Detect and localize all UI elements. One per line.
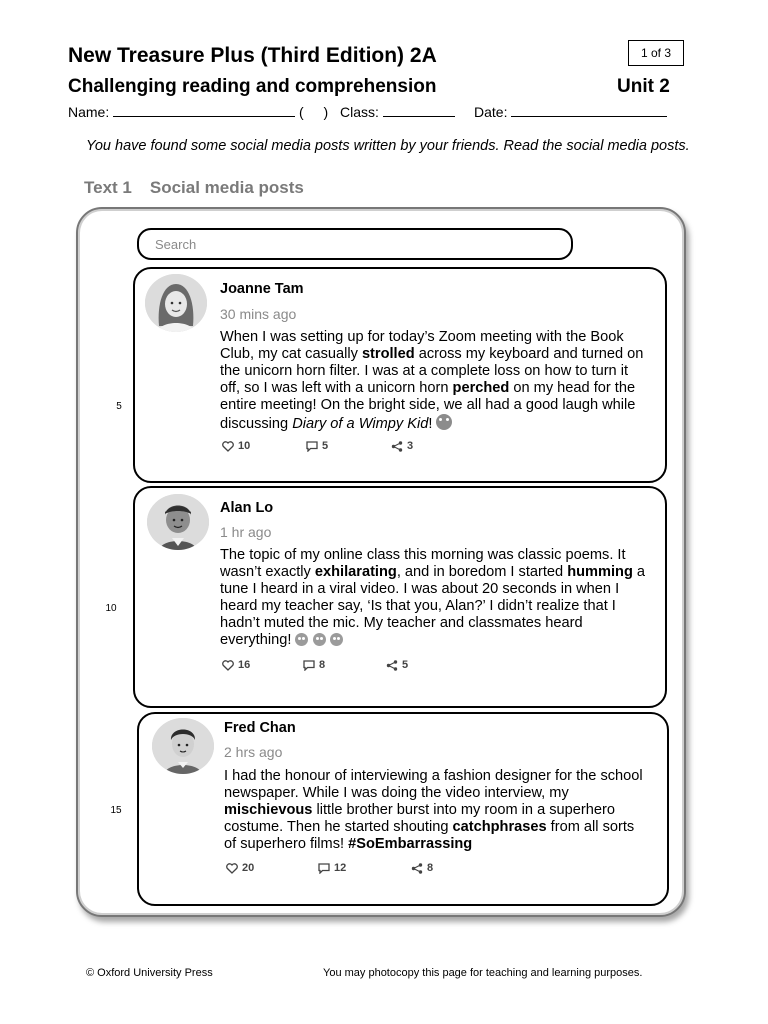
heart-icon — [222, 660, 234, 671]
vocab-word: humming — [567, 564, 633, 580]
shocked-emoji-icon — [330, 633, 343, 646]
share-icon — [391, 441, 403, 452]
shocked-emoji-icon — [313, 633, 326, 646]
avatar — [152, 718, 214, 774]
line-number-5: 5 — [116, 401, 122, 412]
post-timestamp: 30 mins ago — [220, 306, 297, 322]
vocab-word: perched — [452, 380, 510, 396]
comment-count: 12 — [334, 862, 347, 874]
comment-icon — [306, 441, 318, 452]
share-count: 3 — [407, 440, 414, 452]
like-count: 10 — [238, 440, 251, 452]
vocab-word: catchphrases — [452, 819, 547, 835]
unit-label: Unit 2 — [617, 76, 670, 97]
post-text-segment: a tune I heard in a viral video. I was about 20 seconds in when I heard my teacher say, ‘Is that you, Alan?’ I didn’t realize that I hadn’t muted the mic. My teacher and classmates heard everything! — [220, 564, 646, 648]
comment-icon — [318, 863, 330, 874]
book-title: Diary of a Wimpy Kid — [292, 416, 429, 432]
like-count: 16 — [238, 659, 251, 671]
post-author[interactable]: Fred Chan — [224, 720, 296, 736]
share-icon — [411, 863, 423, 874]
name-field — [68, 104, 328, 120]
date-field — [474, 104, 667, 120]
vocab-word: mischievous — [224, 802, 313, 818]
text-number: Text 1 — [84, 178, 132, 197]
heart-icon — [222, 441, 234, 452]
comment-icon — [303, 660, 315, 671]
share-icon — [386, 660, 398, 671]
post-text-segment: across my keyboard and turned on the unicorn horn filter. I was at a complete loss on how to turn it off, so I was left with a unicorn horn — [220, 346, 644, 396]
share-count: 8 — [427, 862, 434, 874]
comment-button[interactable] — [306, 440, 328, 452]
line-number-10: 10 — [105, 603, 117, 614]
date-blank[interactable] — [511, 104, 667, 117]
like-button[interactable] — [222, 659, 250, 671]
class-label: Class: — [340, 104, 379, 120]
worksheet-subtitle: Challenging reading and comprehension — [68, 76, 437, 97]
post-text — [220, 547, 648, 649]
post-timestamp: 2 hrs ago — [224, 744, 283, 760]
search-placeholder: Search — [155, 237, 197, 252]
grinning-emoji-icon — [436, 414, 452, 430]
share-button[interactable] — [386, 659, 408, 671]
comment-button[interactable] — [318, 862, 346, 874]
instructions: You have found some social media posts written by your friends. Read the social media posts. — [86, 138, 690, 154]
post-text-segment: on my head for the entire meeting! On the bright side, we all had a good laugh while discussing — [220, 380, 636, 432]
share-count: 5 — [402, 659, 409, 671]
comment-count: 5 — [322, 440, 329, 452]
post-text-segment: The topic of my online class this morning was classic poems. It wasn’t exactly — [220, 547, 626, 580]
footer-note: You may photocopy this page for teaching and learning purposes. — [323, 967, 643, 979]
post-text-segment: ! — [428, 416, 437, 432]
comment-button[interactable] — [303, 659, 325, 671]
post-text — [224, 768, 648, 853]
footer-copyright: © Oxford University Press — [86, 967, 213, 979]
heart-icon — [226, 863, 238, 874]
like-count: 20 — [242, 862, 255, 874]
line-number-15: 15 — [110, 805, 122, 816]
post-text-segment: from all sorts of superhero films! — [224, 819, 635, 852]
like-button[interactable] — [222, 440, 250, 452]
text-title: Social media posts — [149, 178, 304, 197]
search-input[interactable] — [137, 228, 573, 260]
like-button[interactable] — [226, 862, 254, 874]
post-text-segment: , and in boredom I started — [396, 564, 568, 580]
post-timestamp: 1 hr ago — [220, 524, 272, 540]
class-blank[interactable] — [383, 104, 455, 117]
hashtag[interactable]: #SoEmbarrassing — [348, 836, 473, 852]
post-author[interactable]: Alan Lo — [220, 500, 274, 516]
avatar — [145, 274, 207, 332]
name-blank[interactable] — [113, 104, 295, 117]
avatar — [147, 494, 209, 550]
paren-close: ) — [323, 104, 329, 120]
page-indicator: 1 of 3 — [628, 40, 684, 66]
share-button[interactable] — [411, 862, 433, 874]
text-heading — [84, 178, 304, 198]
post-author[interactable]: Joanne Tam — [220, 281, 304, 297]
avatar-boy-icon — [152, 718, 214, 774]
avatar-boy-icon — [147, 494, 209, 550]
post-text — [220, 329, 648, 433]
post-text-segment: little brother burst into my room in a superhero costume. Then he started shouting — [224, 802, 615, 835]
paren-open: ( — [299, 104, 304, 120]
worksheet-title: New Treasure Plus (Third Edition) 2A — [68, 44, 437, 67]
comment-count: 8 — [319, 659, 326, 671]
shocked-emoji-icon — [295, 633, 308, 646]
name-label: Name: — [68, 104, 110, 120]
vocab-word: exhilarating — [314, 564, 397, 580]
date-label: Date: — [474, 104, 508, 120]
share-button[interactable] — [391, 440, 413, 452]
class-field — [340, 104, 455, 120]
post-text-segment: When I was setting up for today’s Zoom meeting with the Book Club, my cat casually — [220, 329, 624, 362]
vocab-word: strolled — [361, 346, 415, 362]
post-text-segment: I had the honour of interviewing a fashion designer for the school newspaper. While I was doing the video interview, my — [224, 768, 643, 801]
avatar-girl-icon — [145, 274, 207, 332]
